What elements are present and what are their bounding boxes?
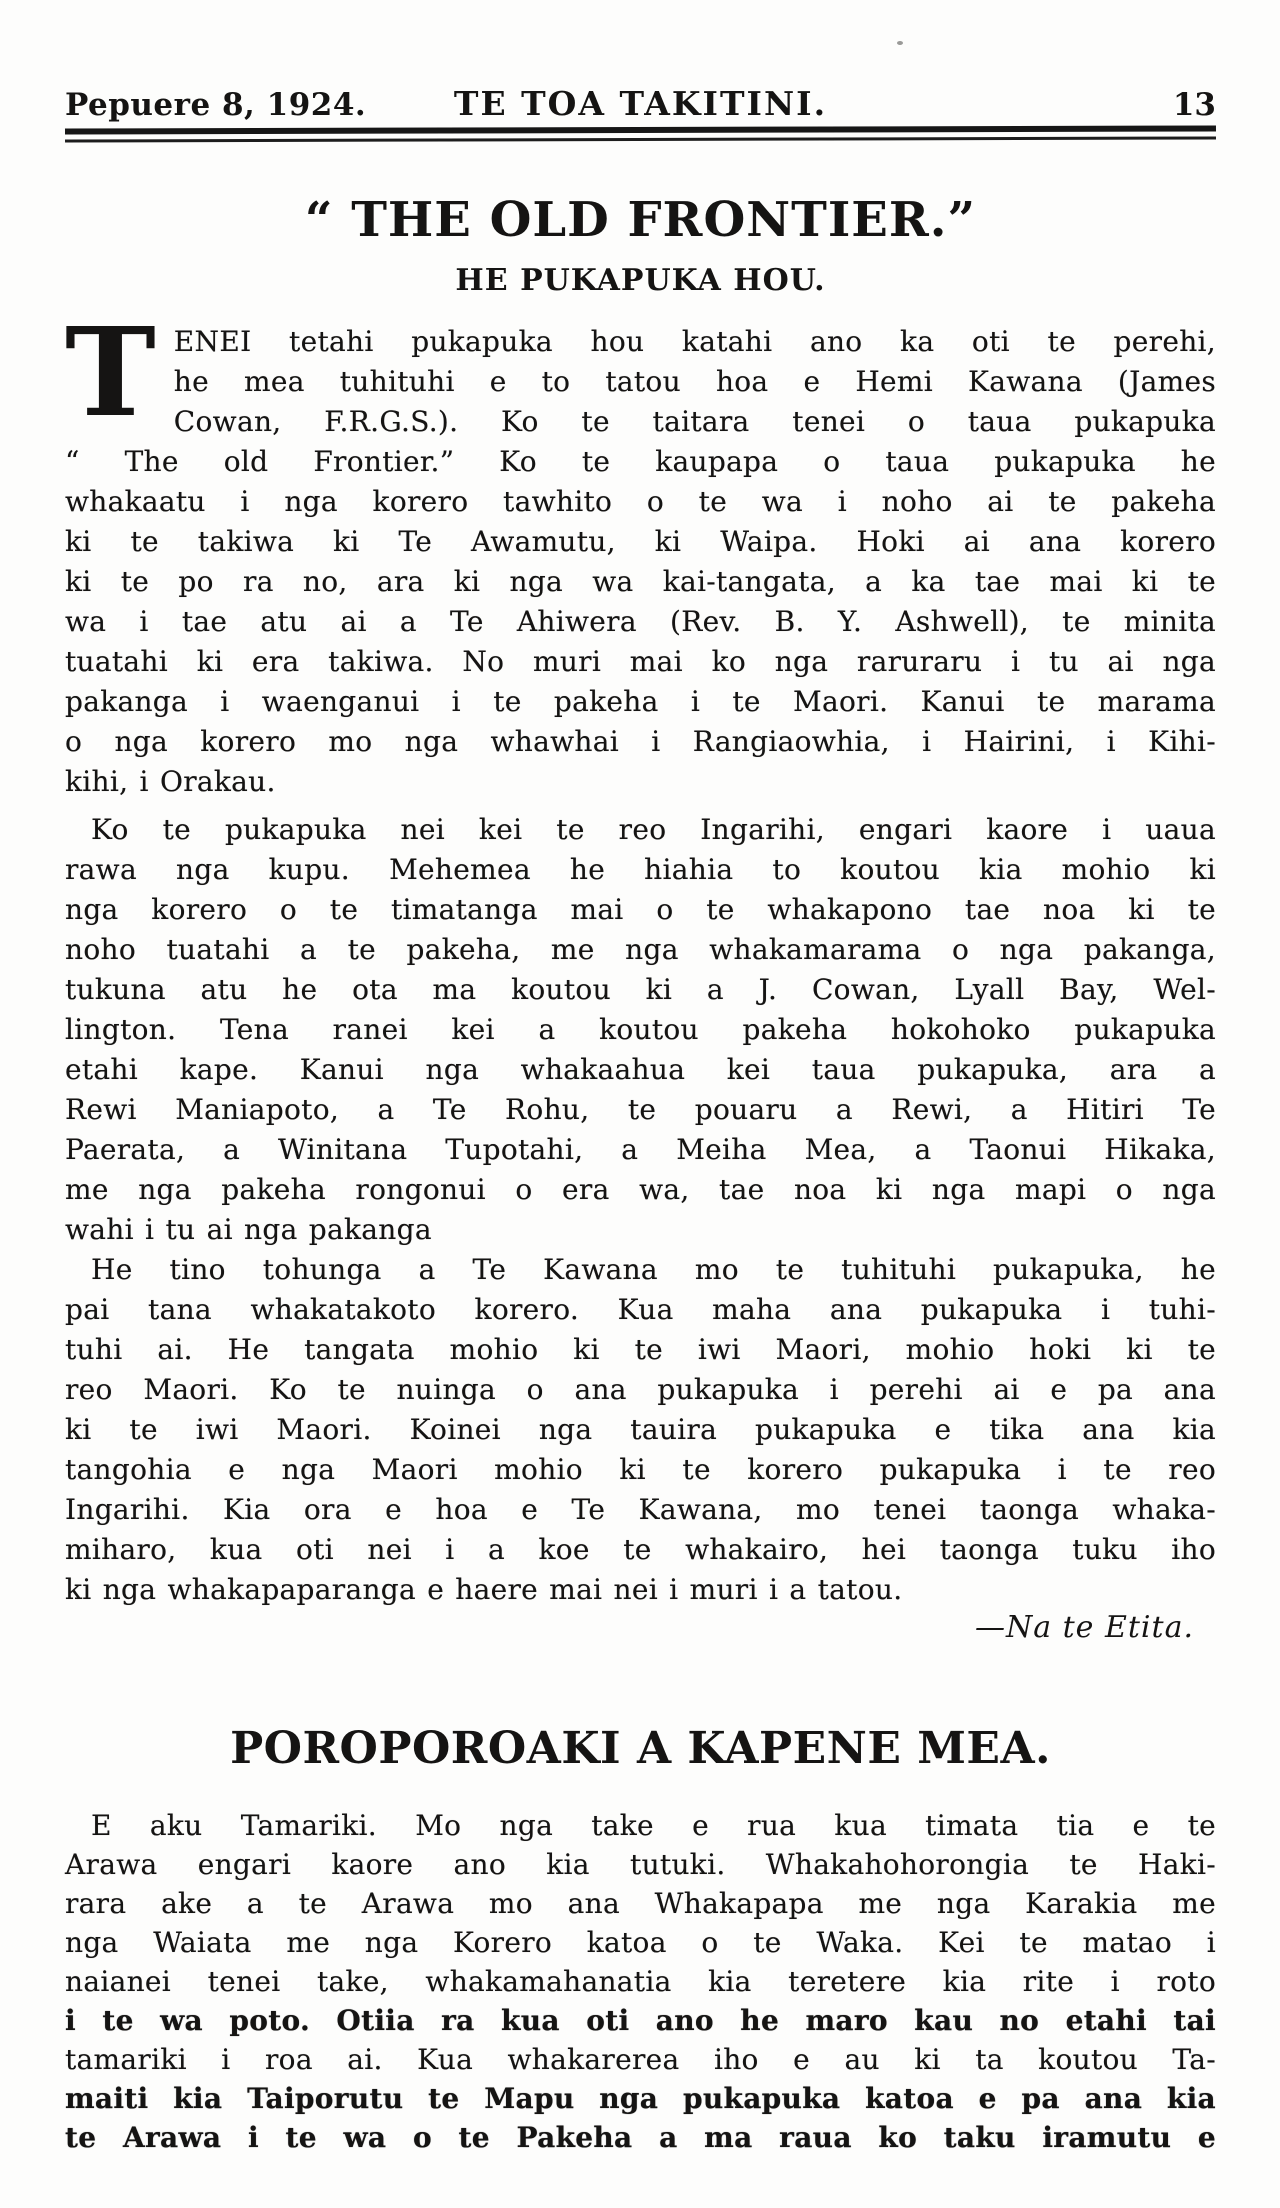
text-line: etahi kape. Kanui nga whakaahua kei taua pukapuka, ara a: [65, 1053, 1216, 1086]
text-line: te Arawa i te wa o te Pakeha a ma raua ko taku iramutu e: [65, 2121, 1216, 2154]
text-line: ki te iwi Maori. Koinei nga tauira pukapuka e tika ana kia: [65, 1413, 1216, 1446]
text-line: wahi i tu ai nga pakanga: [65, 1213, 432, 1246]
text-line: ki te takiwa ki Te Awamutu, ki Waipa. Hoki ai ana korero: [65, 525, 1216, 558]
page-header: [65, 84, 1216, 123]
text-line: nga korero o te timatanga mai o te whakapono tae noa ki te: [65, 893, 1216, 926]
text-line: tuhi ai. He tangata mohio ki te iwi Maori, mohio hoki ki te: [65, 1333, 1216, 1366]
text-line: rara ake a te Arawa mo ana Whakapapa me nga Karakia me: [65, 1887, 1216, 1920]
text-line: E aku Tamariki. Mo nga take e rua kua timata tia e te: [91, 1809, 1216, 1842]
paragraph-1: [65, 300, 1216, 802]
ink-speck: [897, 41, 903, 45]
text-line: o nga korero mo nga whawhai i Rangiaowhia, i Hairini, i Kihi-: [65, 725, 1216, 758]
text-line: ki nga whakapaparanga e haere mai nei i muri i a tatou.: [65, 1573, 903, 1606]
paragraph-2: [65, 810, 1216, 1250]
text-line: Cowan, F.R.G.S.). Ko te taitara tenei o taua pukapuka: [173, 405, 1216, 438]
text-line: Rewi Maniapoto, a Te Rohu, te pouaru a Rewi, a Hitiri Te: [65, 1093, 1216, 1126]
text-line: Arawa engari kaore ano kia tutuki. Whakahohorongia te Haki-: [65, 1848, 1216, 1881]
paragraph-3: [65, 1250, 1216, 1610]
text-line: he mea tuhituhi e to tatou hoa e Hemi Kawana (James: [173, 365, 1216, 398]
text-line: kihi, i Orakau.: [65, 765, 276, 798]
drop-cap: T: [65, 300, 156, 444]
header-page-number: 13: [1172, 87, 1216, 123]
text-line: ki te po ra no, ara ki nga wa kai-tangata, a ka tae mai ki te: [65, 565, 1216, 598]
text-line: pakanga i waenganui i te pakeha i te Maori. Kanui te marama: [65, 685, 1216, 718]
text-line: wa i tae atu ai a Te Ahiwera (Rev. B. Y. Ashwell), te minita: [65, 605, 1216, 638]
text-line: lington. Tena ranei kei a koutou pakeha hokohoko pukapuka: [65, 1013, 1216, 1046]
text-line: Paerata, a Winitana Tupotahi, a Meiha Mea, a Taonui Hikaka,: [65, 1133, 1216, 1166]
text-line: Ko te pukapuka nei kei te reo Ingarihi, engari kaore i uaua: [91, 813, 1216, 846]
text-line: i te wa poto. Otiia ra kua oti ano he maro kau no etahi tai: [65, 2004, 1216, 2037]
text-line: miharo, kua oti nei i a koe te whakairo, hei taonga tuku iho: [65, 1533, 1216, 1566]
text-line: ENEI tetahi pukapuka hou katahi ano ka oti te perehi,: [173, 325, 1216, 358]
text-line: tangohia e nga Maori mohio ki te korero pukapuka i te reo: [65, 1453, 1216, 1486]
text-line: tukuna atu he ota ma koutou ki a J. Cowan, Lyall Bay, Wel-: [65, 973, 1216, 1006]
text-line: tamariki i roa ai. Kua whakarerea iho e au ki ta koutou Ta-: [65, 2043, 1216, 2076]
text-line: maiti kia Taiporutu te Mapu nga pukapuka katoa e pa ana kia: [65, 2082, 1216, 2115]
text-line: whakaatu i nga korero tawhito o te wa i noho ai te pakeha: [65, 485, 1216, 518]
text-line: noho tuatahi a te pakeha, me nga whakamarama o nga pakanga,: [65, 933, 1216, 966]
text-line: me nga pakeha rongonui o era wa, tae noa ki nga mapi o nga: [65, 1173, 1216, 1206]
text-line: Ingarihi. Kia ora e hoa e Te Kawana, mo tenei taonga whaka-: [65, 1493, 1216, 1526]
article-title: POROPOROAKI A KAPENE MEA.: [230, 1723, 1051, 1774]
text-line: rawa nga kupu. Mehemea he hiahia to koutou kia mohio ki: [65, 853, 1216, 886]
text-line: naianei tenei take, whakamahanatia kia teretere kia rite i roto: [65, 1965, 1216, 1998]
header-double-rule: [65, 125, 1216, 142]
paragraph-1: [65, 1806, 1216, 2157]
text-line: “ The old Frontier.” Ko te kaupapa o taua pukapuka he: [65, 445, 1216, 478]
text-line: pai tana whakatakoto korero. Kua maha ana pukapuka i tuhi-: [65, 1293, 1216, 1326]
paragraph-1-lines: [65, 300, 1216, 802]
article-title: “ THE OLD FRONTIER.”: [304, 192, 977, 248]
editor-signature: [65, 1606, 1216, 1650]
article-subtitle: HE PUKAPUKA HOU.: [455, 263, 826, 298]
text-line: He tino tohunga a Te Kawana mo te tuhituhi pukapuka, he: [91, 1253, 1216, 1286]
text-line: tuatahi ki era takiwa. No muri mai ko nga raruraru i tu ai nga: [65, 645, 1216, 678]
text-line: reo Maori. Ko te nuinga o ana pukapuka i perehi ai e pa ana: [65, 1373, 1216, 1406]
header-date: Pepuere 8, 1924.: [65, 87, 367, 123]
editor-signature-text: —Na te Etita.: [974, 1610, 1194, 1645]
text-line: nga Waiata me nga Korero katoa o te Waka. Kei te matao i: [65, 1926, 1216, 1959]
header-masthead: TE TOA TAKITINI.: [453, 84, 828, 123]
